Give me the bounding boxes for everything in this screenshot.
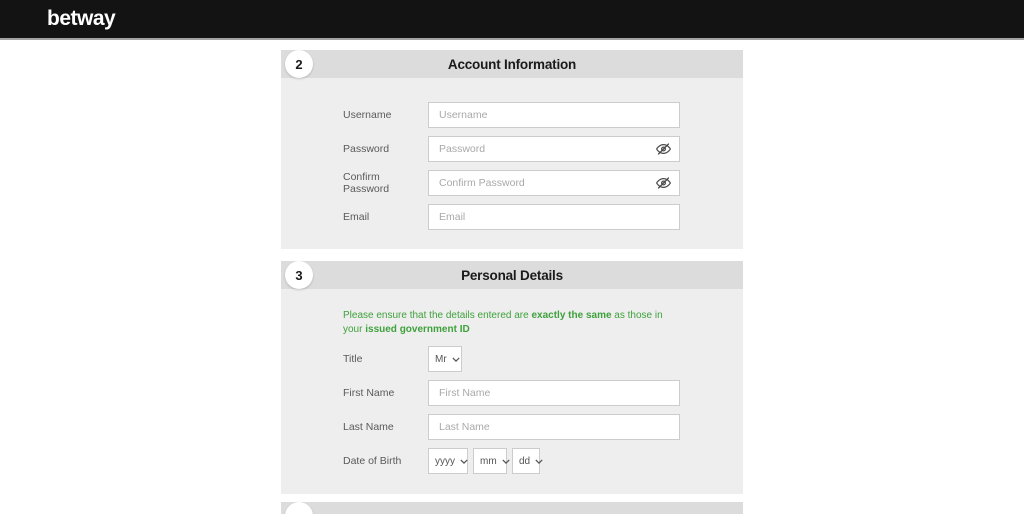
title-select[interactable]	[428, 346, 462, 372]
chevron-down-icon	[460, 459, 468, 464]
confirm-password-row	[343, 170, 680, 196]
notice-bold-text: issued government ID	[365, 324, 470, 335]
confirm-password-input-wrap	[428, 170, 680, 196]
next-section-partial	[281, 502, 743, 514]
notice-bold-text: exactly the same	[531, 310, 612, 321]
confirm-password-input[interactable]	[428, 170, 680, 196]
password-label: Password	[343, 143, 390, 155]
last-name-input-wrap	[428, 414, 680, 440]
password-input-wrap	[428, 136, 680, 162]
account-information-header	[281, 50, 743, 78]
first-name-label: First Name	[343, 387, 395, 399]
username-label: Username	[343, 109, 392, 121]
top-header	[0, 0, 1024, 40]
last-name-row	[343, 414, 680, 440]
email-input-wrap	[428, 204, 680, 230]
step-number-badge: 3	[285, 261, 313, 289]
section-title: Account Information	[447, 56, 577, 72]
password-input[interactable]	[428, 136, 680, 162]
confirm-password-label: Confirm Password	[343, 171, 390, 195]
email-row	[343, 204, 680, 230]
chevron-down-icon	[452, 357, 460, 362]
dob-month-select[interactable]	[473, 448, 507, 474]
registration-form	[281, 50, 743, 514]
personal-details-section	[281, 261, 743, 494]
first-name-input-wrap	[428, 380, 680, 406]
step-number-badge	[285, 502, 313, 514]
title-label: Title	[343, 353, 363, 365]
notice-text: Please ensure that the details entered are	[343, 310, 532, 321]
password-row	[343, 136, 680, 162]
account-information-body	[281, 78, 743, 249]
email-input[interactable]	[428, 204, 680, 230]
date-of-birth-row	[343, 448, 680, 474]
email-label: Email	[343, 211, 370, 223]
title-row	[343, 346, 680, 372]
last-name-input[interactable]	[428, 414, 680, 440]
date-of-birth-label: Date of Birth	[343, 455, 402, 467]
dob-year-select[interactable]	[428, 448, 468, 474]
step-number-badge: 2	[285, 50, 313, 78]
username-input[interactable]	[428, 102, 680, 128]
dob-day-value: dd	[519, 455, 531, 467]
personal-details-header	[281, 261, 743, 289]
title-selected-value: Mr	[435, 353, 447, 365]
last-name-label: Last Name	[343, 421, 394, 433]
chevron-down-icon	[502, 459, 510, 464]
dob-month-value: mm	[480, 455, 497, 467]
chevron-down-icon	[535, 459, 543, 464]
personal-details-body	[281, 289, 743, 494]
first-name-row	[343, 380, 680, 406]
dob-year-value: yyyy	[435, 455, 455, 467]
account-information-section	[281, 50, 743, 249]
government-id-notice	[343, 309, 680, 337]
confirm-password-visibility-toggle-icon[interactable]	[656, 176, 671, 191]
password-visibility-toggle-icon[interactable]	[656, 142, 671, 157]
next-section-header	[281, 502, 743, 514]
dob-day-select[interactable]	[512, 448, 540, 474]
username-input-wrap	[428, 102, 680, 128]
section-title: Personal Details	[461, 267, 563, 283]
notice-text: as those in your	[343, 310, 663, 335]
username-row	[343, 102, 680, 128]
betway-logo[interactable]: betway	[47, 7, 116, 30]
first-name-input[interactable]	[428, 380, 680, 406]
